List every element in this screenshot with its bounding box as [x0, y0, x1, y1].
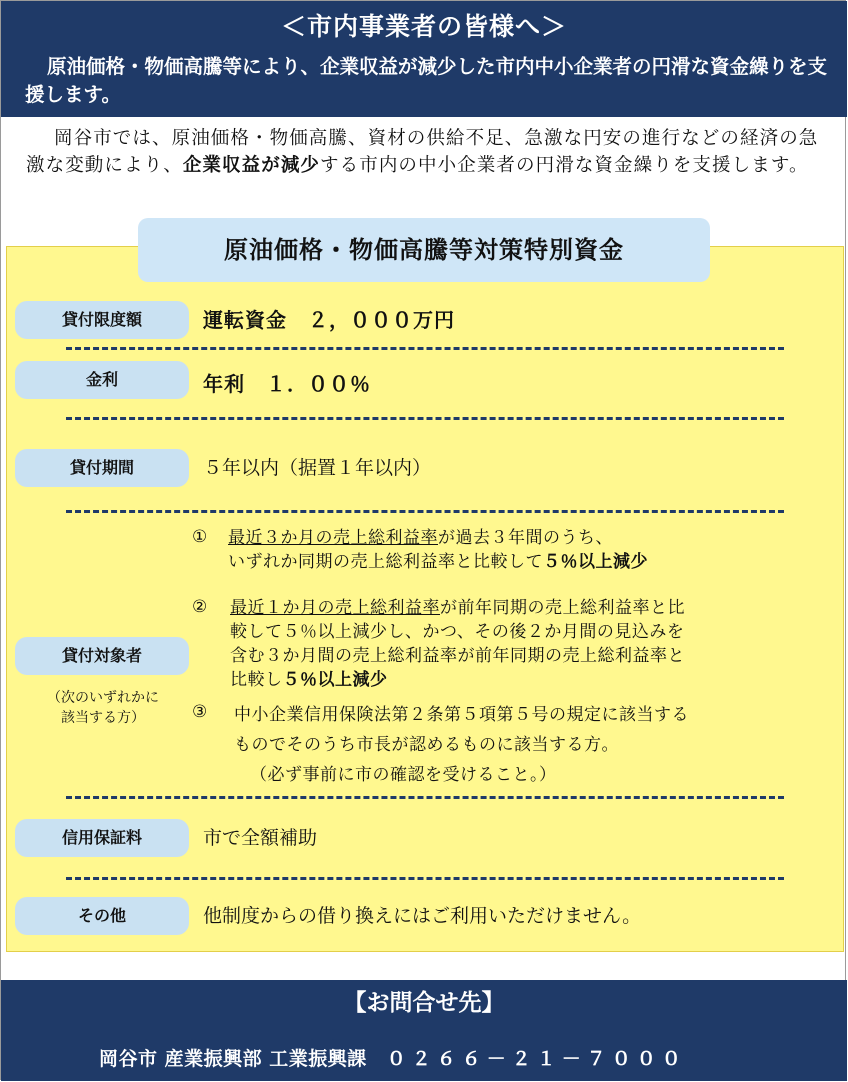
contact-footer	[1, 980, 847, 1081]
item-3-line3: （必ず事前に市の確認を受けること。）	[250, 765, 557, 785]
item-1-line2: いずれか同期の売上総利益率と比較して	[228, 552, 543, 572]
contact-phone: ０２６６－２１－７０００	[386, 1048, 687, 1070]
eligible-note	[18, 688, 188, 728]
contact-department: 岡谷市 産業振興部 工業振興課	[99, 1048, 367, 1070]
item-2-underline: 最近１か月の売上総利益率	[230, 598, 440, 618]
divider	[66, 510, 784, 513]
value-interest-rate: 年利 １．００％	[203, 372, 371, 396]
intro-text-1: 岡谷市では、原油価格・物価高騰、資材の供給不足、急激な円安の進行などの経済の急激な変動により、	[26, 128, 819, 176]
item-1-underline: 最近３か月の売上総利益率	[228, 528, 438, 548]
item-3-line2: ものでそのうち市長が認めるものに該当する方。	[234, 735, 619, 755]
intro-paragraph	[26, 125, 826, 179]
value-guarantee-fee: 市で全額補助	[203, 827, 318, 849]
header-title: ＜市内事業者の皆様へ＞	[280, 12, 567, 41]
intro-bold: 企業収益が減少	[182, 155, 321, 176]
label-guarantee-fee: 信用保証料	[15, 819, 189, 857]
divider	[66, 347, 784, 350]
contact-info	[99, 1044, 687, 1071]
divider	[66, 417, 784, 420]
value-other: 他制度からの借り換えにはご利用いただけません。	[203, 905, 642, 927]
item-2-line4: 比較し	[230, 670, 283, 690]
item-2-number: ②	[192, 597, 208, 617]
label-eligible: 貸付対象者	[15, 637, 189, 675]
divider	[66, 796, 784, 799]
item-1-bold: ５％以上減少	[543, 552, 648, 572]
label-loan-limit: 貸付限度額	[15, 301, 189, 339]
eligible-note-line1: （次のいずれかに	[47, 690, 159, 706]
item-1-number: ①	[192, 527, 208, 547]
item-3-text	[234, 700, 824, 790]
value-loan-limit: 運転資金 ２，０００万円	[203, 308, 455, 332]
value-loan-period: ５年以内（据置１年以内）	[203, 457, 432, 479]
label-other: その他	[15, 897, 189, 935]
item-2-line3: 含む３か月間の売上総利益率が前年同期の売上総利益率と	[230, 646, 685, 666]
eligible-note-line2: 該当する方）	[61, 710, 145, 726]
item-1-text	[228, 526, 828, 574]
panel-title: 原油価格・物価高騰等対策特別資金	[138, 218, 710, 282]
item-2-bold: ５％以上減少	[282, 670, 388, 690]
item-2-line1: が前年同期の売上総利益率と比	[440, 598, 685, 618]
item-2-line2: 較して５％以上減少し、かつ、その後２か月間の見込みを	[230, 622, 685, 642]
header-banner	[1, 1, 847, 117]
item-3-line1: 中小企業信用保険法第２条第５項第５号の規定に該当する	[234, 705, 689, 725]
item-2-text	[230, 596, 830, 692]
contact-title: 【お問合せ先】	[343, 990, 505, 1016]
item-1-line1: が過去３年間のうち、	[438, 528, 613, 548]
divider	[66, 877, 784, 880]
label-loan-period: 貸付期間	[15, 449, 189, 487]
header-subtitle: 原油価格・物価高騰等により、企業収益が減少した市内中小企業者の円滑な資金繰りを支援します。	[25, 55, 828, 106]
intro-text-2: する市内の中小企業者の円滑な資金繰りを支援します。	[320, 155, 809, 176]
label-interest-rate: 金利	[15, 361, 189, 399]
item-3-number: ③	[192, 702, 208, 722]
